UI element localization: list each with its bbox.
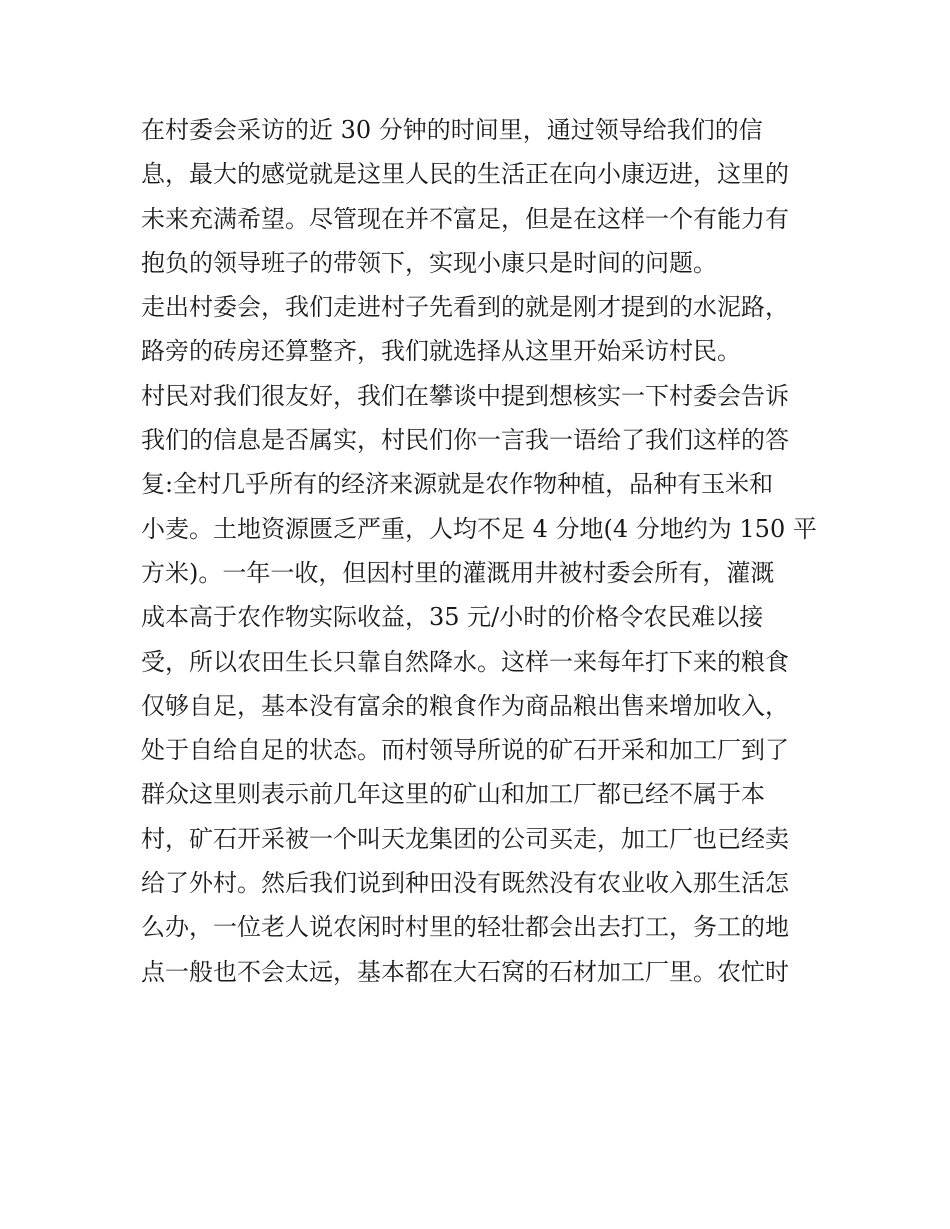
text-line: 我们的信息是否属实，村民们你一言我一语给了我们这样的答: [141, 426, 789, 455]
text-line: 小麦。土地资源匮乏严重，人均不足 4 分地(4 分地约为 150 平: [141, 514, 817, 543]
text-line: 么办，一位老人说农闲时村里的轻壮都会出去打工，务工的地: [141, 913, 789, 942]
text-line: 复:全村几乎所有的经济来源就是农作物种植，品种有玉米和: [141, 470, 774, 499]
text-line: 处于自给自足的状态。而村领导所说的矿石开采和加工厂到了: [141, 736, 789, 765]
text-line: 村民对我们很友好，我们在攀谈中提到想核实一下村委会告诉: [141, 381, 789, 410]
text-line: 群众这里则表示前几年这里的矿山和加工厂都已经不属于本: [141, 780, 765, 809]
body-text: [141, 108, 821, 994]
text-line: 抱负的领导班子的带领下，实现小康只是时间的问题。: [141, 248, 717, 277]
text-line: 路旁的砖房还算整齐，我们就选择从这里开始采访村民。: [141, 337, 741, 366]
text-line: 受，所以农田生长只靠自然降水。这样一来每年打下来的粮食: [141, 647, 789, 676]
text-line: 息，最大的感觉就是这里人民的生活正在向小康迈进，这里的: [141, 160, 789, 189]
text-line: 未来充满希望。尽管现在并不富足，但是在这样一个有能力有: [141, 204, 789, 233]
text-line: 点一般也不会太远，基本都在大石窝的石材加工厂里。农忙时: [141, 957, 789, 986]
text-line: 村，矿石开采被一个叫天龙集团的公司买走，加工厂也已经卖: [141, 824, 789, 853]
text-line: 成本高于农作物实际收益，35 元/小时的价格令农民难以接: [141, 603, 764, 632]
text-line: 在村委会采访的近 30 分钟的时间里，通过领导给我们的信: [141, 116, 763, 144]
text-line: 仅够自足，基本没有富余的粮食作为商品粮出售来增加收入，: [141, 691, 789, 720]
text-line: 方米)。一年一收，但因村里的灌溉用井被村委会所有，灌溉: [141, 558, 775, 587]
text-line: 给了外村。然后我们说到种田没有既然没有农业收入那生活怎: [141, 869, 789, 898]
text-line: 走出村委会，我们走进村子先看到的就是刚才提到的水泥路，: [141, 293, 789, 322]
